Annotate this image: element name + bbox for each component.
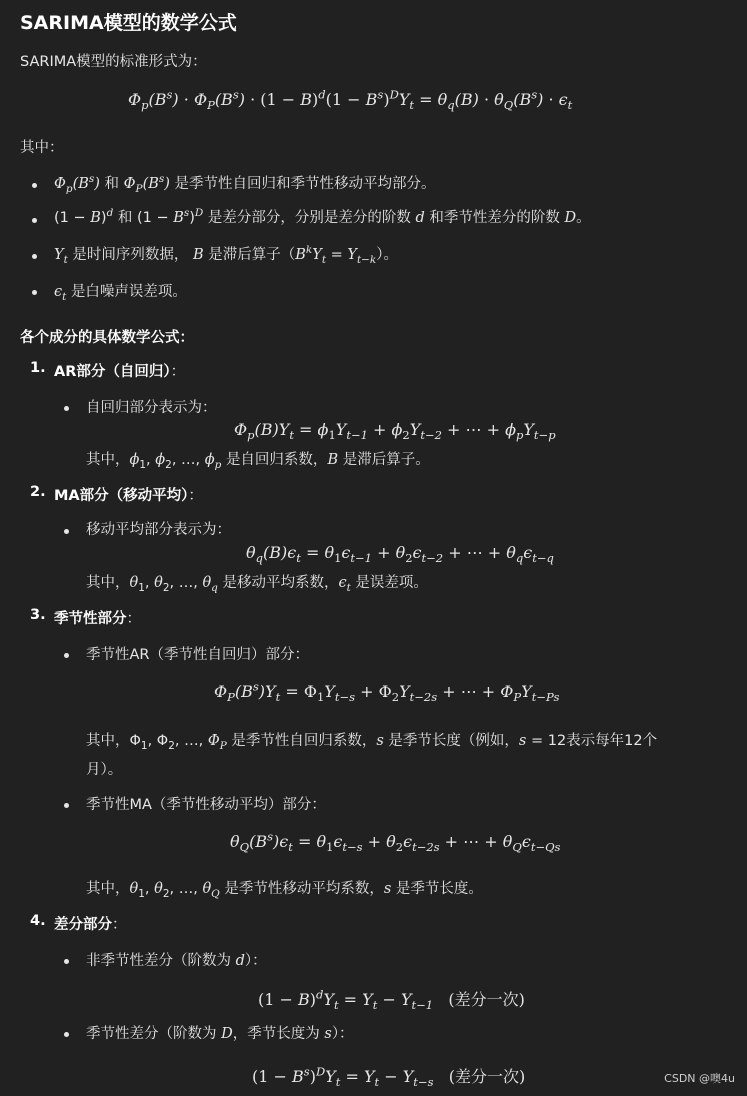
sar-equation: $\Phi_P(B^s)Y_t = \Phi_1Y_{t-s} + \Phi_2Y_{t-2s}$ + ⋯ + $\Phi_PY_{t-Ps}$ (214, 679, 560, 705)
bullet-dot (64, 406, 69, 411)
ma-equation: $\theta_q(B)\epsilon_t = \theta_1\epsilon_{t-1} + \theta_2\epsilon_{t-2}$ + ⋯ + $\theta_q\epsilon_{t-q}$ (246, 543, 554, 566)
section-1-heading: AR部分（自回归）： (54, 364, 186, 380)
sma-note: 其中，$\theta_1$, $\theta_2$, …, $\theta_Q$ 是季节性移动平均系数，s 是季节长度。 (86, 881, 483, 900)
sma-equation: $\theta_Q(B^s)\epsilon_t = \theta_1\epsilon_{t-s} + \theta_2\epsilon_{t-2s}$ + ⋯ + $\theta_Q\epsilon_{t-Qs}$ (230, 829, 561, 855)
bullet-dot (64, 959, 69, 964)
bullet-1: $\Phi_p(B^s)$ 和 $\Phi_P(B^s)$ 是季节性自回归和季节性移动平均部分。 (54, 173, 436, 195)
bullet-dot (32, 254, 37, 259)
bullet-3: $Y_t$ 是时间序列数据， B 是滞后算子$(B^kY_t = Y_{t-k})$。 (54, 244, 398, 266)
bullet-4: $\epsilon_t$ 是白噪声误差项。 (54, 284, 187, 303)
sar-note: 其中，$\Phi_1$, $\Phi_2$, …, $\Phi_P$ 是季节性自回归系数，s 是季节长度（例如，s = 12表示每年12个 (86, 733, 658, 752)
ar-item: 自回归部分表示为： (86, 400, 217, 416)
section-number: 2. (30, 484, 46, 500)
bullet-dot (32, 290, 37, 295)
section-4-heading: 差分部分： (54, 917, 127, 933)
where-label: 其中： (20, 140, 64, 156)
watermark: CSDN @噢4u (664, 1072, 735, 1085)
diff-equation-2: $(1 - B^s)^DY_t = Y_t - Y_{t-s}$ (差分一次) (252, 1064, 526, 1090)
section-3-heading: 季节性部分： (54, 611, 141, 627)
section-number: 1. (30, 360, 46, 376)
bullet-dot (64, 1032, 69, 1037)
diff-item-2: 季节性差分（阶数为 D，季节长度为 s）： (86, 1026, 354, 1042)
ar-note: 其中，$\phi_1$, $\phi_2$, …, $\phi_p$ 是自回归系数，B 是滞后算子。 (86, 452, 430, 471)
section-number: 4. (30, 913, 46, 929)
bullet-dot (32, 218, 37, 223)
sar-item: 季节性AR（季节性自回归）部分： (86, 647, 309, 663)
ar-equation: $\Phi_p(B)Y_t = \phi_1Y_{t-1} + \phi_2Y_{t-2}$ + ⋯ + $\phi_pY_{t-p}$ (234, 420, 556, 443)
section-number: 3. (30, 607, 46, 623)
section-2-heading: MA部分（移动平均）： (54, 488, 203, 504)
bullet-dot (64, 803, 69, 808)
bullet-dot (64, 529, 69, 534)
diff-equation-1: $(1 - B)^dY_t = Y_t - Y_{t-1}$ (差分一次) (258, 987, 525, 1013)
bullet-2: $(1 - B)^d$ 和 $(1 - B^s)^D$ 是差分部分，分别是差分的阶数 d 和季节性差分的阶数 D。 (54, 207, 591, 226)
ma-item: 移动平均部分表示为： (86, 522, 231, 538)
page-title: SARIMA模型的数学公式 (20, 12, 237, 34)
bullet-dot (64, 653, 69, 658)
ma-note: 其中，$\theta_1$, $\theta_2$, …, $\theta_q$ 是移动平均系数，$\epsilon_t$ 是误差项。 (86, 575, 428, 594)
bullet-dot (32, 183, 37, 188)
main-equation: $\Phi_p(B^s) \cdot \Phi_P(B^s) \cdot (1 - B)^d(1 - B^s)^DY_t = \theta_q(B) \cdot \theta_Q(B^s) \cdot \epsilon_t$ (128, 87, 573, 113)
diff-item-1: 非季节性差分（阶数为 d）： (86, 953, 267, 969)
components-heading: 各个成分的具体数学公式： (20, 330, 194, 346)
sar-note-line2: 月）。 (86, 762, 123, 778)
intro-text: SARIMA模型的标准形式为： (20, 54, 207, 70)
sma-item: 季节性MA（季节性移动平均）部分： (86, 797, 326, 813)
